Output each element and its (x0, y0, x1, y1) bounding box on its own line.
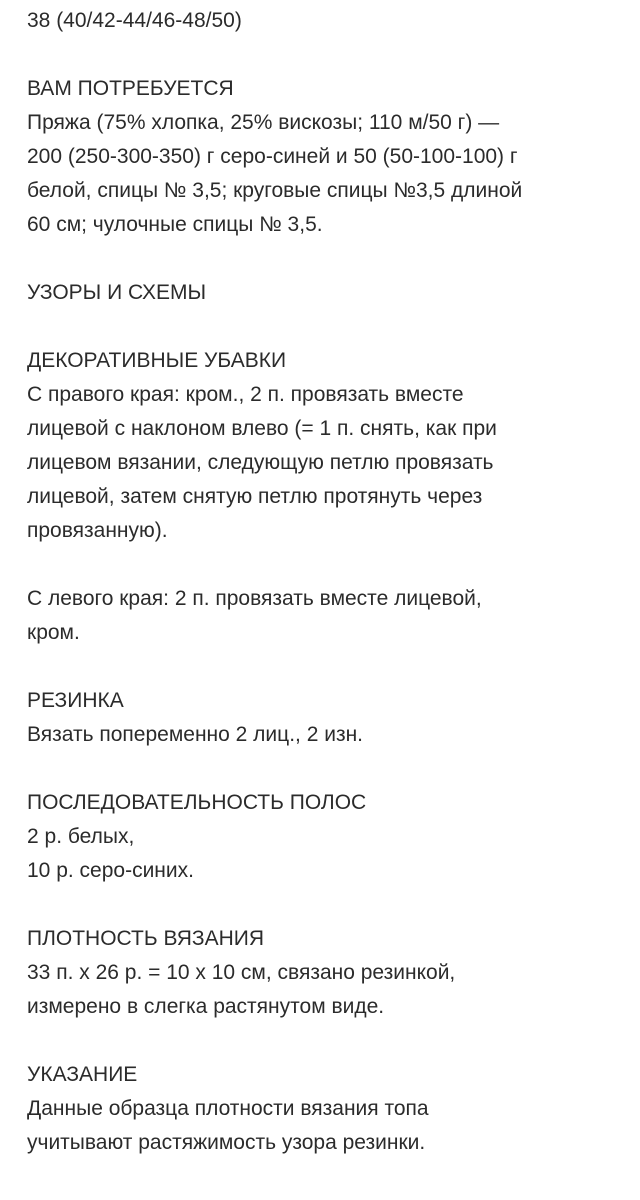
patterns-heading: УЗОРЫ И СХЕМЫ (27, 281, 207, 304)
decreases-right-line: лицевой, затем снятую петлю протянуть через (27, 485, 483, 508)
stripes-heading: ПОСЛЕДОВАТЕЛЬНОСТЬ ПОЛОС (27, 791, 367, 814)
rib-line: Вязать попеременно 2 лиц., 2 изн. (27, 723, 363, 746)
spacer (27, 1024, 627, 1058)
spacer (27, 752, 627, 786)
decreases-right-line: лицевой с наклоном влево (= 1 п. снять, как при (27, 417, 497, 440)
note-heading: УКАЗАНИЕ (27, 1063, 138, 1086)
materials-line: 200 (250-300-350) г серо-синей и 50 (50-100-100) г (27, 145, 518, 168)
stripes-line: 2 р. белых, (27, 825, 135, 848)
decreases-right-line: С правого края: кром., 2 п. провязать вместе (27, 383, 464, 406)
decreases-right-line: провязанную). (27, 519, 168, 542)
stripes-line: 10 р. серо-синих. (27, 859, 194, 882)
gauge-heading: ПЛОТНОСТЬ ВЯЗАНИЯ (27, 927, 265, 950)
materials-line: белой, спицы № 3,5; круговые спицы №3,5 длиной (27, 179, 523, 202)
materials-line: 60 см; чулочные спицы № 3,5. (27, 213, 323, 236)
spacer (27, 650, 627, 684)
spacer (27, 310, 627, 344)
decreases-left-line: С левого края: 2 п. провязать вместе лицевой, (27, 587, 482, 610)
decreases-heading: ДЕКОРАТИВНЫЕ УБАВКИ (27, 349, 287, 372)
note-line: Данные образца плотности вязания топа (27, 1097, 429, 1120)
spacer (27, 548, 627, 582)
materials-heading: ВАМ ПОТРЕБУЕТСЯ (27, 77, 234, 100)
decreases-right-line: лицевом вязании, следующую петлю провязать (27, 451, 494, 474)
rib-heading: РЕЗИНКА (27, 689, 124, 712)
materials-line: Пряжа (75% хлопка, 25% вискозы; 110 м/50 г) — (27, 111, 500, 134)
spacer (27, 38, 627, 72)
note-line: учитывают растяжимость узора резинки. (27, 1131, 426, 1154)
size-line: 38 (40/42-44/46-48/50) (27, 9, 242, 32)
spacer (27, 242, 627, 276)
document-text (27, 4, 627, 1160)
decreases-left-line: кром. (27, 621, 80, 644)
spacer (27, 888, 627, 922)
gauge-line: 33 п. х 26 р. = 10 х 10 см, связано резинкой, (27, 961, 456, 984)
gauge-line: измерено в слегка растянутом виде. (27, 995, 385, 1018)
